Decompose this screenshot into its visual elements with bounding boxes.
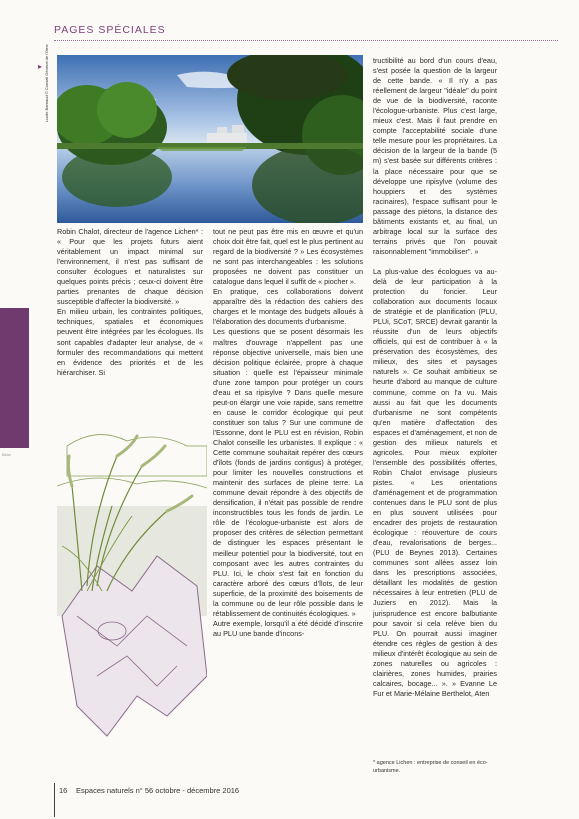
paragraph: tructibilité au bord d'un cours d'eau, s'est posée la question de la largeur de cette bande. « Il n'y a pas réellement de largeur "idéale" du point de vue de la biodiversité, raconte l'écologue-urbaniste. Plus c'est large, mieux c'est. Mais il faut prendre en compte l'acceptabilité sociale d'une telle mesure pour les propriétaires. La décision de la largeur de la bande (5 m) s'est basée sur différents critères : la place nécessaire pour que se développe une ripisylve (volume des houppiers et des systèmes racinaires), l'espace suffisant pour le passage des piétons, la distance des bâtiments existants et, au final, un arbitrage local sur la surface des terrains privés que l'on pouvait raisonnablement "immobiliser". » bbox=[373, 56, 497, 256]
sidebar-accent bbox=[0, 308, 29, 448]
paragraph: La plus-value des écologues va au-delà de leur participation à la protection du foncier. Leur collaboration aux documents locaux de stratégie et de planification (PLU, PLUi, SCoT, SRCE) devrait garantir la réussite d'un de leurs objectifs officiels, qui est de contribuer à « la préservation des écosystèmes, des milieux, des sites et paysages naturels ». Ce souhait ambitieux se heurte d'abord au manque de culture commune, comme on l'a vu. Mais aussi au fait que les documents d'urbanisme ne sont compétents qu'en matière d'affectation des espaces et d'aménagement, et non de gestion des milieux naturels et agricoles. Pour mieux exploiter l'ensemble des possibilités offertes, Robin Chalot envisage plusieurs pistes. « Les orientations d'aménagement et de programmation contenues dans le PLU sont de plus en plus souvent utilisées pour encadrer des projets de restauration écologique : réouverture de cours d'eau, revalorisations de berges... (PLU de Beynes 2013). Certaines communes sont allées assez loin dans les prescriptions associées, détaillant les modalités de gestion nécessaires à leur entretien (PLU de Juziers en 2012). Mais la jurisprudence est encore balbutiante pour savoir si cela relève bien du PLU. On pourrait aussi imaginer étendre ces règles de gestion à des milieux d'intérêt écologique au sein de zones naturelles ou agricoles : clairières, zones humides, prairies calcaires, bocage... ». » Evanne Le Fur et Marie-Mélaine Berthelot, Aten bbox=[373, 266, 497, 698]
paragraph: tout ne peut pas être mis en œuvre et qu'un choix doit être fait, quel est le plus pertinent au regard de la biodiversité ? » Les écosystèmes ne sont pas interchangeables : les solutions proposées ne doivent pas constituer un catalogue dans lequel il suffit de « piocher ». bbox=[213, 227, 363, 287]
paragraph: Robin Chalot, directeur de l'agence Lichen* : « Pour que les projets futurs aient véritablement un impact minimal sur l'environnement, il n'est pas suffisant de consulter écologues et naturalistes sur quelques points précis ; ceux-ci doivent être parties prenantes de chaque décision susceptible d'affecter la biodiversité. » bbox=[57, 227, 203, 307]
page-number: 16 bbox=[59, 786, 68, 795]
paragraph: En pratique, ces collaborations doivent apparaître dès la rédaction des cahiers des charges et le montage des budgets alloués à l'élaboration des documents d'urbanisme. bbox=[213, 287, 363, 327]
paragraph: En milieu urbain, les contraintes politiques, techniques, spatiales et économiques peuvent être intégrées par les écologues. Ils sont capables d'adapter leur analyse, de « formuler des recommandations qui mettent en évidence des priorités et de les hiérarchiser. Si bbox=[57, 307, 203, 377]
photo-credit: Lucile Barnaud © Conseil Général de l'Orne bbox=[44, 44, 49, 122]
text-column-1 bbox=[57, 227, 203, 378]
paragraph: Les questions que se posent désormais les maîtres d'ouvrage n'appellent pas une réponse objective universelle, mais bien une décision politique éclairée, propre à chaque situation : quelle est l'épaisseur minimale d'une zone tampon pour protéger un cours d'eau et sa ripisylve ? Dans quelle mesure peut-on élargir une voie rapide, sans remettre en cause le corridor écologique qui peut constituer son talus ? Sur une commune de l'Essonne, dont le PLU est en révision, Robin Chalot conseille les urbanistes. Il explique : « Cette commune souhaitait repérer des cœurs d'îlots (fonds de jardins contigus) à protéger, pour limiter les nouvelles constructions et maintenir des surfaces de pleine terre. La commune devait répondre à des objectifs de densification, il n'était pas possible de rendre inconstructibles tous les fonds de jardin. Le rôle de l'écologue-urbaniste est alors de proposer des critères de sélection permettant de distinguer les espaces présentant le meilleur potentiel pour la biodiversité, tout en composant avec les autres contraintes du PLU. Ici, le choix s'est fait en fonction du caractère arboré des cœurs d'îlots, de leur superficie, de la proximité des boisements de la commune ou de leur rôle possible dans le rétablissement de continuités écologiques. » bbox=[213, 327, 363, 618]
footnote: * agence Lichen : entreprise de conseil en éco-urbanisme. bbox=[373, 760, 488, 774]
text-column-3 bbox=[373, 56, 497, 699]
text-column-2 bbox=[213, 227, 363, 639]
paragraph: Autre exemple, lorsqu'il a été décidé d'inscrire au PLU une bande d'incons- bbox=[213, 618, 363, 638]
header-divider bbox=[54, 40, 558, 41]
section-title: PAGES SPÉCIALES bbox=[54, 24, 166, 36]
footer-rule bbox=[54, 783, 55, 817]
publication-title: Espaces naturels n° 56 octobre - décembre 2016 bbox=[76, 786, 240, 795]
section-marker-icon: ▸ bbox=[38, 62, 43, 71]
landscape-illustration bbox=[57, 416, 207, 746]
lake-photo bbox=[57, 55, 363, 223]
sidebar-tag: Bilan bbox=[2, 452, 11, 457]
